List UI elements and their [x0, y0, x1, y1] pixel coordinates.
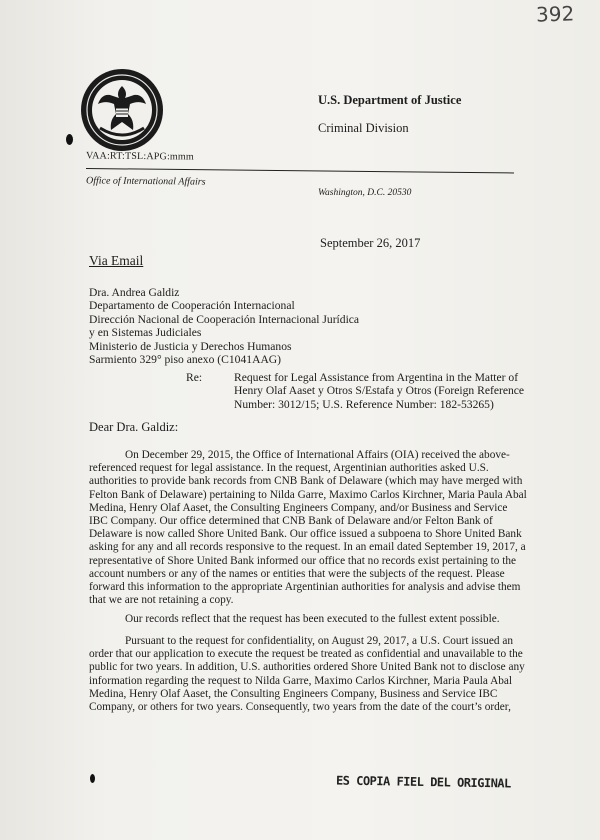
- recipient-line: Ministerio de Justicia y Derechos Humanos: [89, 339, 292, 353]
- delivery-method: Via Email: [89, 253, 144, 268]
- paragraph-line: that we are not retaining a copy.: [89, 594, 234, 607]
- paragraph-line: Felton Bank of Delaware) pertaining to Nilda Garre, Maximo Carlos Kirchner, Maria Paula Abal: [89, 488, 527, 501]
- paragraph-line: Pursuant to the request for confidentiality, on August 29, 2017, a U.S. Court issued an: [125, 635, 514, 647]
- paragraph-line: Company, or others for two years. Consequently, two years from the date of the court’s order,: [89, 701, 511, 714]
- recipient-line: Departamento de Cooperación Internacional: [89, 299, 295, 313]
- recipient-line: Dirección Nacional de Cooperación Internacional Jurídica: [89, 312, 360, 326]
- body-paragraph-3: [89, 635, 523, 714]
- paragraph-line: Delaware is now called Shore United Bank. Our office issued a subpoena to Shore United Bank: [89, 528, 522, 541]
- letter-date: September 26, 2017: [320, 236, 421, 250]
- body-paragraph-2: [125, 613, 525, 626]
- handwritten-page-number: 392: [535, 1, 575, 27]
- paragraph-line: IBC Company. Our office determined that CNB Bank of Delaware and/or Felton Bank of: [89, 515, 493, 528]
- recipient-line: Dra. Andrea Galdiz: [89, 286, 180, 299]
- paragraph-line: Medina, Henry Olaf Aaset, the Consulting Engineers Company, Business and Service IBC: [89, 687, 498, 700]
- paragraph-line: authorities to provide bank records from CNB Bank of Delaware (which may have merged with: [89, 475, 523, 488]
- paragraph-line: public for two years. In addition, U.S. authorities ordered Shore United Bank not to disclose any: [89, 661, 525, 674]
- department-heading: U.S. Department of Justice: [318, 93, 462, 107]
- paragraph-line: forward this information to the appropriate Argentinian authorities for analysis and advise them: [89, 581, 521, 594]
- subject-text: Request for Legal Assistance from Argentina in the Matter of Henry Olaf Aaset y Otros S/Estafa y Otros (Foreign Reference Number: 3012/15; U.S. Reference Number: 182-53265): [234, 371, 525, 411]
- paragraph-line: order that our application to execute the request be treated as confidential and unavailable to the: [89, 648, 523, 661]
- paragraph-line: Our records reflect that the request has been executed to the fullest extent possible.: [125, 613, 500, 625]
- paragraph-line: asking for any and all records responsive to the request. In an email dated September 19, 2017, a: [89, 541, 526, 554]
- recipient-address: [89, 286, 409, 366]
- paragraph-line: On December 29, 2015, the Office of International Affairs (OIA) received the above-: [125, 449, 510, 461]
- paragraph-line: representative of Shore United Bank informed our office that no records exist pertaining to the: [89, 554, 517, 567]
- file-code: VAA:RT:TSL:APG:mmm: [85, 150, 194, 163]
- punch-hole: [66, 134, 73, 145]
- letterhead-rule: [86, 168, 514, 173]
- recipient-line: y en Sistemas Judiciales: [89, 326, 202, 340]
- paragraph-line: information regarding the request to Nilda Garre, Maximo Carlos Kirchner, Maria Paula Abal: [89, 674, 513, 687]
- paragraph-line: account numbers or any of the names or entities that were the subjects of the request. Please: [89, 567, 505, 580]
- certified-copy-stamp: ES COPIA FIEL DEL ORIGINAL: [335, 773, 511, 791]
- body-paragraph-1: [89, 449, 527, 607]
- division-heading: Criminal Division: [318, 121, 409, 135]
- doj-seal-icon: [80, 68, 164, 152]
- subject-label: Re:: [186, 371, 203, 384]
- punch-hole: [90, 774, 95, 783]
- office-name: Office of International Affairs: [85, 175, 206, 188]
- salutation: Dear Dra. Galdiz:: [89, 420, 179, 434]
- recipient-line: Sarmiento 329° piso anexo (C1041AAG): [89, 353, 282, 367]
- paragraph-line: Medina, Henry Olaf Aaset, the Consulting Engineers Company, and/or Business and Service: [89, 501, 508, 514]
- paragraph-line: referenced request for legal assistance. In the request, Argentinian authorities asked U.S.: [89, 462, 489, 475]
- office-location: Washington, D.C. 20530: [318, 188, 412, 198]
